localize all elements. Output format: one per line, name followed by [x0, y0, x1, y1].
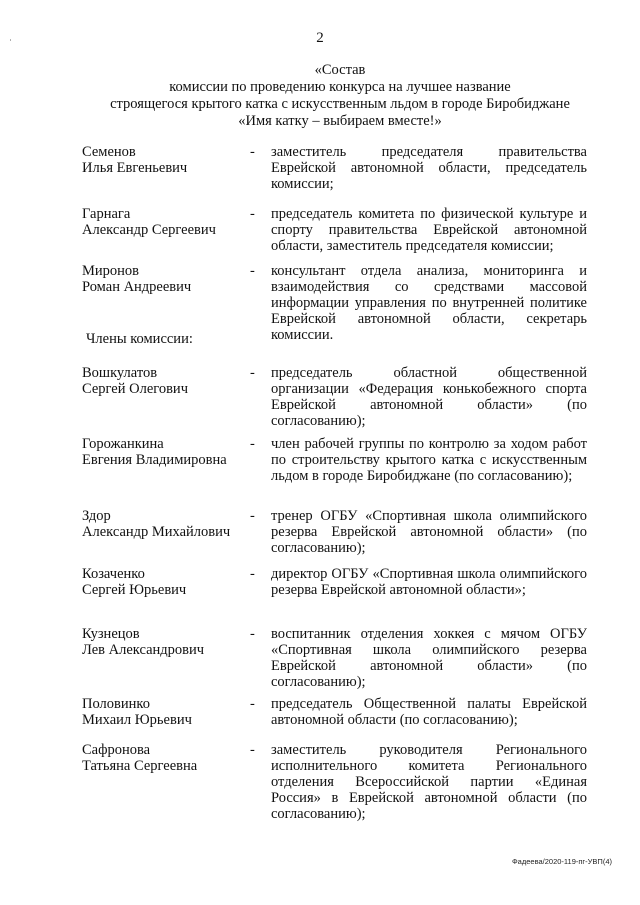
- person-name: [82, 436, 252, 468]
- dash-separator: -: [250, 263, 255, 279]
- person-name: [82, 508, 252, 540]
- person-name: [82, 566, 252, 598]
- dash-separator: -: [250, 365, 255, 381]
- surname: Козаченко: [82, 566, 145, 582]
- dash-separator: -: [250, 436, 255, 452]
- person-role: заместитель председателя правительства Еврейской автономной области, председатель комиссии;: [271, 144, 587, 192]
- given-names: Александр Михайлович: [82, 524, 231, 540]
- surname: Вошкулатов: [82, 365, 158, 381]
- surname: Сафронова: [82, 742, 151, 758]
- document-code: Фадеева/2020-119-пг-УВП(4): [511, 857, 612, 866]
- person-role: директор ОГБУ «Спортивная школа олимпийского резерва Еврейской автономной области»;: [271, 566, 587, 598]
- person-role: консультант отдела анализа, мониторинга и взаимодействия со средствами массовой информации управления по внутренней политике Еврейской автономной области, секретарь комиссии.: [271, 263, 587, 343]
- surname: Гарнага: [82, 206, 131, 222]
- given-names: Александр Сергеевич: [82, 222, 216, 238]
- person-name: [82, 263, 252, 295]
- dash-separator: -: [250, 742, 255, 758]
- title-line: «Имя катку – выбираем вместе!»: [238, 113, 442, 129]
- dash-separator: -: [250, 144, 255, 160]
- person-role: член рабочей группы по контролю за ходом работ по строительству крытого катка с искусственным льдом в городе Биробиджане (по согласованию);: [271, 436, 587, 484]
- person-role: председатель Общественной палаты Еврейской автономной области (по согласованию);: [271, 696, 587, 728]
- given-names: Сергей Олегович: [82, 381, 188, 397]
- person-name: [82, 365, 252, 397]
- surname: Здор: [82, 508, 111, 524]
- given-names: Лев Александрович: [82, 642, 205, 658]
- surname: Горожанкина: [82, 436, 164, 452]
- person-name: [82, 742, 252, 774]
- person-name: [82, 206, 252, 238]
- members-heading: Члены комиссии:: [86, 331, 193, 347]
- given-names: Михаил Юрьевич: [82, 712, 192, 728]
- dash-separator: -: [250, 696, 255, 712]
- page-number: 2: [316, 30, 324, 46]
- surname: Кузнецов: [82, 626, 140, 642]
- person-role: заместитель руководителя Регионального исполнительного комитета Регионального отделения Всероссийской партии «Единая Россия» в Еврейской автономной области (по согласованию);: [271, 742, 587, 822]
- title-line: комиссии по проведению конкурса на лучшее название: [169, 79, 511, 95]
- document-title: [60, 62, 620, 130]
- dash-separator: -: [250, 626, 255, 642]
- person-name: [82, 626, 252, 658]
- dash-separator: -: [250, 566, 255, 582]
- person-name: [82, 696, 252, 728]
- person-name: [82, 144, 252, 176]
- given-names: Татьяна Сергеевна: [82, 758, 198, 774]
- title-line: строящегося крытого катка с искусственным льдом в городе Биробиджане: [110, 96, 570, 112]
- given-names: Илья Евгеньевич: [82, 160, 188, 176]
- surname: Семенов: [82, 144, 136, 160]
- scan-mark: ˙: [9, 38, 12, 48]
- person-role: тренер ОГБУ «Спортивная школа олимпийского резерва Еврейской автономной области» (по согласованию);: [271, 508, 587, 556]
- given-names: Роман Андреевич: [82, 279, 192, 295]
- surname: Миронов: [82, 263, 140, 279]
- dash-separator: -: [250, 206, 255, 222]
- surname: Половинко: [82, 696, 150, 712]
- person-role: воспитанник отделения хоккея с мячом ОГБУ «Спортивная школа олимпийского резерва Еврейской автономной области» (по согласованию);: [271, 626, 587, 690]
- person-role: председатель комитета по физической культуре и спорту правительства Еврейской автономной области, заместитель председателя комиссии;: [271, 206, 587, 254]
- person-role: председатель областной общественной организации «Федерация конькобежного спорта Еврейской автономной области» (по согласованию);: [271, 365, 587, 429]
- given-names: Сергей Юрьевич: [82, 582, 187, 598]
- dash-separator: -: [250, 508, 255, 524]
- title-line: «Состав: [314, 62, 366, 78]
- given-names: Евгения Владимировна: [82, 452, 227, 468]
